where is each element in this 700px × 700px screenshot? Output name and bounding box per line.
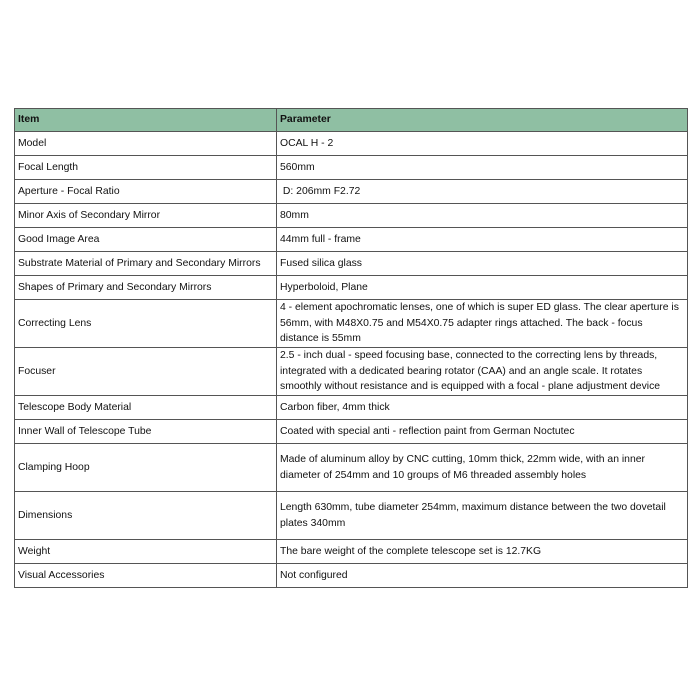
item-cell: Telescope Body Material: [15, 396, 277, 420]
item-cell: Model: [15, 132, 277, 156]
item-cell: Inner Wall of Telescope Tube: [15, 420, 277, 444]
parameter-cell: Hyperboloid, Plane: [277, 276, 688, 300]
parameter-cell: Made of aluminum alloy by CNC cutting, 10mm thick, 22mm wide, with an inner diameter of 254mm and 10 groups of M6 threaded assembly holes: [277, 444, 688, 492]
parameter-cell: 4 - element apochromatic lenses, one of which is super ED glass. The clear aperture is 56mm, with M48X0.75 and M54X0.75 adapter rings attached. The back - focus distance is 55mm: [277, 300, 688, 348]
item-cell: Dimensions: [15, 492, 277, 540]
table-row: [15, 228, 688, 252]
table-header-row: [15, 109, 688, 132]
table-row: [15, 492, 688, 540]
parameter-cell: 44mm full - frame: [277, 228, 688, 252]
table-row: [15, 156, 688, 180]
table-row: [15, 396, 688, 420]
spec-table: [14, 108, 688, 588]
parameter-cell: The bare weight of the complete telescope set is 12.7KG: [277, 540, 688, 564]
item-cell: Visual Accessories: [15, 564, 277, 588]
table-row: [15, 420, 688, 444]
table-row: [15, 540, 688, 564]
item-cell: Focal Length: [15, 156, 277, 180]
parameter-cell: Not configured: [277, 564, 688, 588]
column-header-parameter: Parameter: [277, 109, 688, 132]
table-row: [15, 564, 688, 588]
column-header-item: Item: [15, 109, 277, 132]
item-cell: Focuser: [15, 348, 277, 396]
table-row: [15, 132, 688, 156]
parameter-cell: OCAL H - 2: [277, 132, 688, 156]
item-cell: Minor Axis of Secondary Mirror: [15, 204, 277, 228]
item-cell: Correcting Lens: [15, 300, 277, 348]
parameter-cell: 2.5 - inch dual - speed focusing base, connected to the correcting lens by threads, integrated with a dedicated bearing rotator (CAA) and an angle scale. It rotates smoothly without resistance and is equipped with a focal - plane adjustment device: [277, 348, 688, 396]
parameter-cell: Fused silica glass: [277, 252, 688, 276]
item-cell: Good Image Area: [15, 228, 277, 252]
table-row: [15, 444, 688, 492]
parameter-cell: Coated with special anti - reflection paint from German Noctutec: [277, 420, 688, 444]
parameter-cell: 80mm: [277, 204, 688, 228]
parameter-cell: 560mm: [277, 156, 688, 180]
table-row: [15, 180, 688, 204]
item-cell: Clamping Hoop: [15, 444, 277, 492]
item-cell: Weight: [15, 540, 277, 564]
parameter-cell: Length 630mm, tube diameter 254mm, maximum distance between the two dovetail plates 340mm: [277, 492, 688, 540]
parameter-cell: D: 206mm F2.72: [277, 180, 688, 204]
item-cell: Substrate Material of Primary and Secondary Mirrors: [15, 252, 277, 276]
parameter-cell: Carbon fiber, 4mm thick: [277, 396, 688, 420]
table-row: [15, 276, 688, 300]
table-row: [15, 204, 688, 228]
item-cell: Shapes of Primary and Secondary Mirrors: [15, 276, 277, 300]
table-row: [15, 252, 688, 276]
table-row: [15, 300, 688, 348]
item-cell: Aperture - Focal Ratio: [15, 180, 277, 204]
table-row: [15, 348, 688, 396]
